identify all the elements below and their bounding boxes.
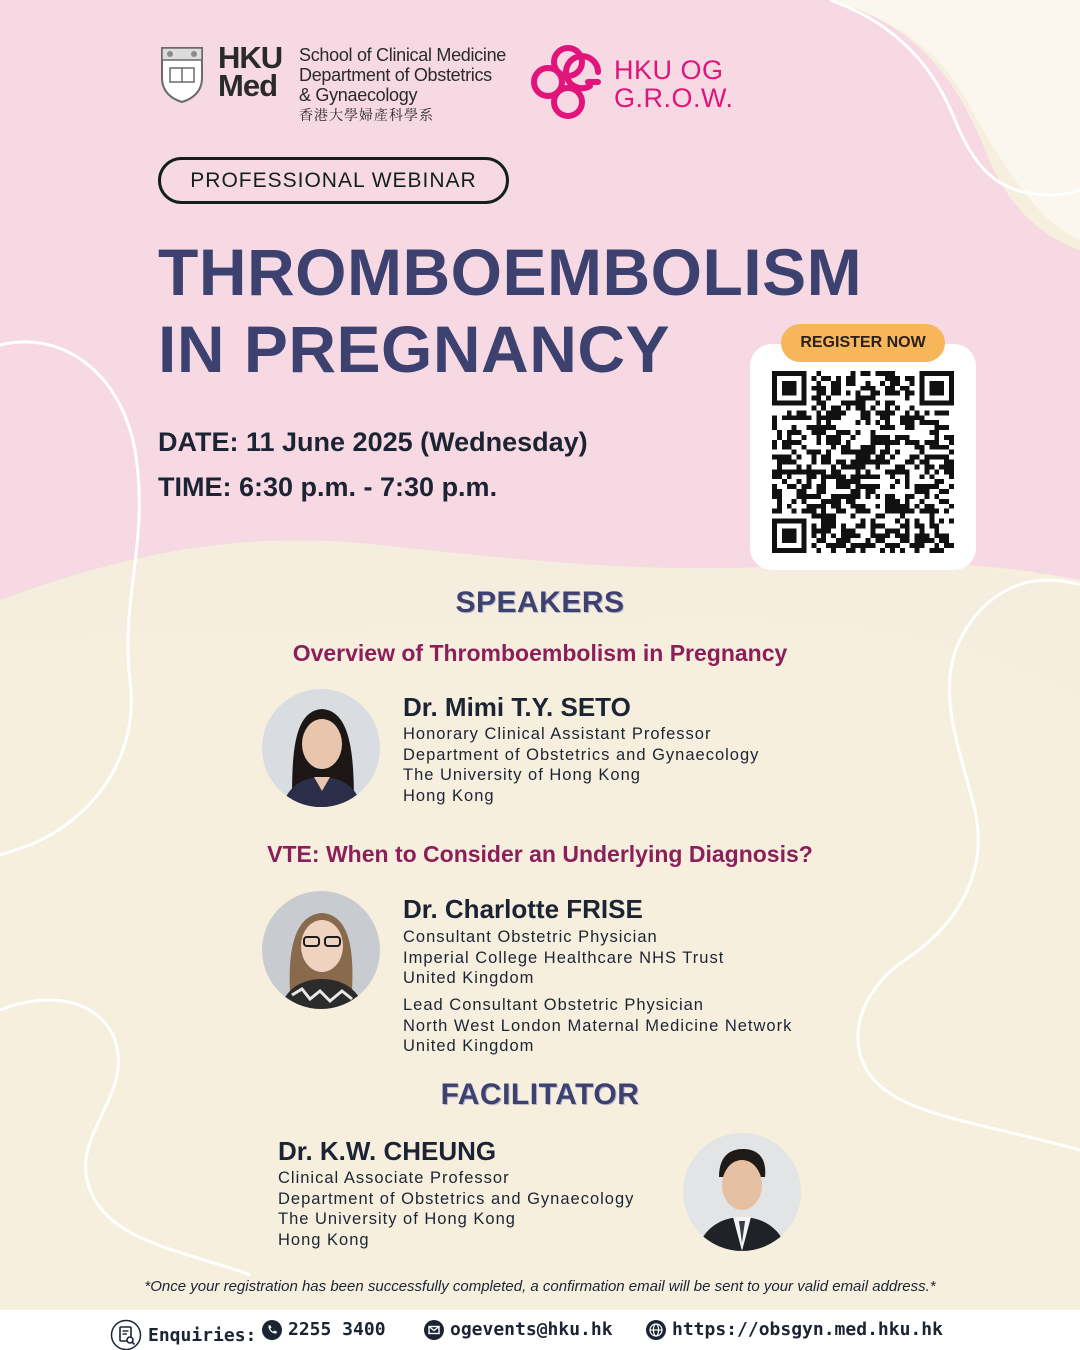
phone-number: 2255 3400 [288,1319,386,1340]
footer-bar [0,1310,1080,1350]
phone-contact[interactable] [262,1319,386,1340]
phone-icon [262,1320,282,1340]
speaker-name-seto: Dr. Mimi T.Y. SETO [403,692,631,722]
facilitator-name: Dr. K.W. CHEUNG [278,1136,497,1166]
enquiries-label: Enquiries: [148,1324,257,1346]
og-grow-text: HKU OG G.R.O.W. [614,55,734,113]
enquiries [110,1319,256,1350]
speaker-affiliation-seto: Honorary Clinical Assistant Professor Department of Obstetrics and Gynaecology The University of Hong Kong Hong Kong [403,725,760,805]
event-date: DATE: 11 June 2025 (Wednesday) [158,427,588,457]
globe-icon [646,1320,666,1340]
speaker-photo-seto [262,689,380,807]
speaker-name-frise: Dr. Charlotte FRISE [403,894,643,924]
event-time: TIME: 6:30 p.m. - 7:30 p.m. [158,472,498,502]
facilitator-affiliation: Clinical Associate Professor Department of Obstetrics and Gynaecology The University of Hong Kong Hong Kong [278,1169,635,1249]
website-link[interactable] [646,1319,943,1340]
qr-code[interactable] [772,371,954,553]
facilitator-heading: FACILITATOR [440,1078,640,1111]
talk-title-1: Overview of Thromboembolism in Pregnancy [292,640,788,666]
event-datetime [158,420,588,510]
website-url: https://obsgyn.med.hku.hk [672,1319,943,1340]
speakers-heading: SPEAKERS [455,586,625,619]
speaker-affiliation-frise-2: Lead Consultant Obstetric Physician North West London Maternal Medicine Network United Kingdom [403,996,793,1055]
email-icon [424,1320,444,1340]
hku-med-logo: HKU Med [218,40,283,103]
department-name: School of Clinical Medicine Department of Obstetrics & Gynaecology 香港大學婦產科學系 [299,45,507,123]
speaker-affiliation-frise: Consultant Obstetric Physician Imperial College Healthcare NHS Trust United Kingdom [403,928,725,987]
speaker-photo-frise [262,891,380,1009]
talk-title-2: VTE: When to Consider an Underlying Diagnosis? [267,841,813,867]
register-button[interactable]: REGISTER NOW [781,324,945,362]
email-address: ogevents@hku.hk [450,1319,613,1340]
email-contact[interactable] [424,1319,613,1340]
og-grow-logo [528,42,614,124]
document-search-icon [110,1319,142,1350]
facilitator-photo [683,1133,801,1251]
crest-icon [158,44,206,104]
page-title: THROMBOEMBOLISM IN PREGNANCY [158,235,863,386]
webinar-badge: PROFESSIONAL WEBINAR [158,157,509,204]
registration-note: *Once your registration has been successfully completed, a confirmation email will be sent to your valid email address.* [144,1278,936,1295]
